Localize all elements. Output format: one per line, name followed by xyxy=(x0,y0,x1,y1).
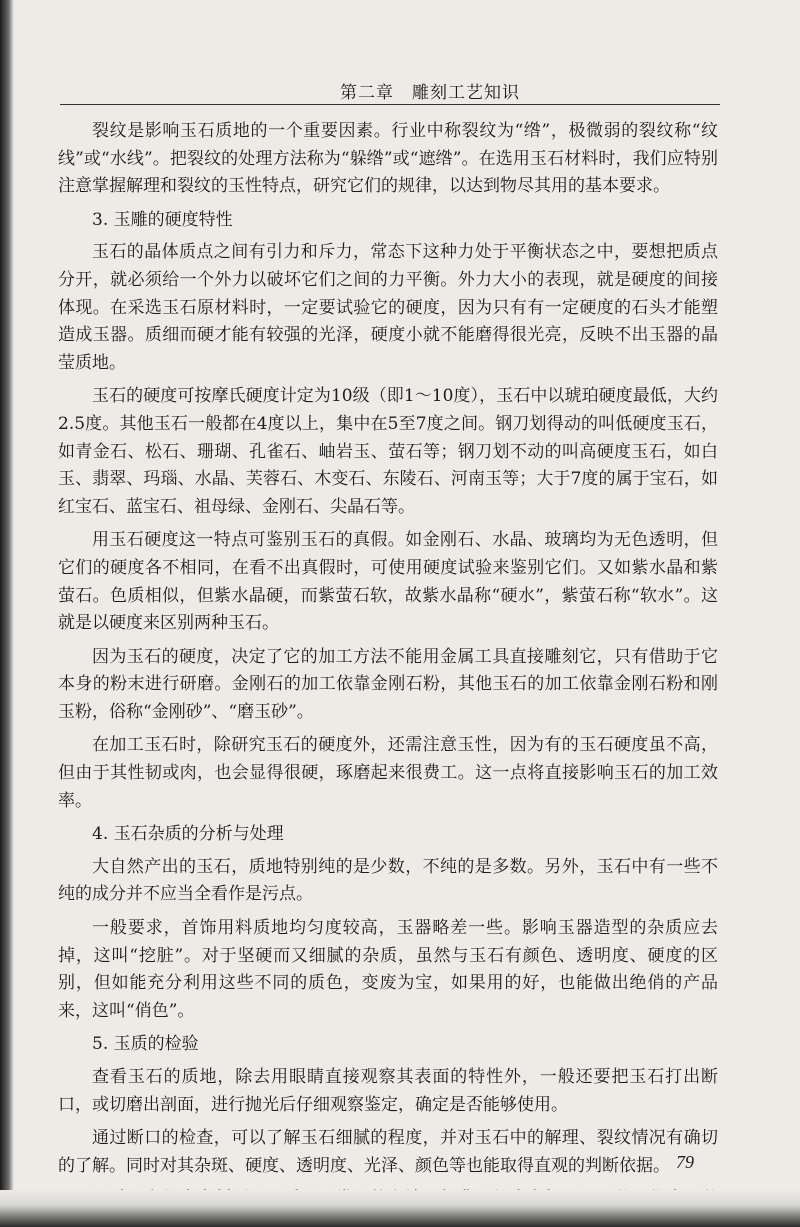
paragraph: 因为玉石的硬度，决定了它的加工方法不能用金属工具直接雕刻它，只有借助于它本身的粉末进行研磨。金刚石的加工依靠金刚石粉，其他玉石的加工依靠金刚石粉和刚玉粉，俗称“金刚砂”、“磨玉砂”。 xyxy=(58,646,718,722)
binding-shadow xyxy=(0,0,14,1227)
scan-edge-shadow xyxy=(0,1190,800,1227)
running-header xyxy=(60,78,720,105)
paragraph: 查看玉石的质地，除去用眼睛直接观察其表面的特性外，一般还要把玉石打出断口，或切磨出剖面，进行抛光后仔细观察鉴定，确定是否能够使用。 xyxy=(58,1067,718,1115)
section-heading: 4. 玉石杂质的分析与处理 xyxy=(92,824,284,845)
paragraph: 通过断口的检查，可以了解玉石细腻的程度，并对玉石中的解理、裂纹情况有确切的了解。同时对其杂斑、硬度、透明度、光泽、颜色等也能取得直观的判断依据。 xyxy=(58,1128,718,1176)
page-number: 79 xyxy=(676,1152,694,1172)
paragraph: 裂纹是影响玉石质地的一个重要因素。行业中称裂纹为“绺”，极微弱的裂纹称“纹线”或“水线”。把裂纹的处理方法称为“躲绺”或“遮绺”。在选用玉石材料时，我们应特别注意掌握解理和裂纹的玉性特点，研究它们的规律，以达到物尽其用的基本要求。 xyxy=(58,121,718,197)
paragraph: 一般要求，首饰用料质地均匀度较高，玉器略差一些。影响玉器造型的杂质应去掉，这叫“挖脏”。对于坚硬而又细腻的杂质，虽然与玉石有颜色、透明度、硬度的区别，但如能充分利用这些不同的质色，变废为宝，如果用的好，也能做出绝俏的产品来，这叫“俏色”。 xyxy=(58,918,718,1021)
paragraph: 在加工玉石时，除研究玉石的硬度外，还需注意玉性，因为有的玉石硬度虽不高，但由于其性韧或肉，也会显得很硬，琢磨起来很费工。这一点将直接影响玉石的加工效率。 xyxy=(58,735,718,811)
paragraph: 玉石的硬度可按摩氏硬度计定为10级（即1～10度），玉石中以琥珀硬度最低，大约2.5度。其他玉石一般都在4度以上，集中在5至7度之间。钢刀划得动的叫低硬度玉石，如青金石、松石、珊瑚、孔雀石、岫岩玉、萤石等；钢刀划不动的叫高硬度玉石，如白玉、翡翠、玛瑙、水晶、芙蓉石、木变石、东陵石、河南玉等；大于7度的属于宝石，如红宝石、蓝宝石、祖母绿、金刚石、尖晶石等。 xyxy=(58,386,718,517)
section-heading: 5. 玉质的检验 xyxy=(92,1034,199,1055)
paragraph: 用玉石硬度这一特点可鉴别玉石的真假。如金刚石、水晶、玻璃均为无色透明，但它们的硬度各不相同，在看不出真假时，可使用硬度试验来鉴别它们。又如紫水晶和紫萤石。色质相似，但紫水晶硬，而紫萤石软，故紫水晶称“硬水”，紫萤石称“软水”。这就是以硬度来区别两种玉石。 xyxy=(58,530,718,634)
section-heading: 3. 玉雕的硬度特性 xyxy=(92,209,233,230)
paragraph: 玉石的晶体质点之间有引力和斥力，常态下这种力处于平衡状态之中，要想把质点分开，就必须给一个外力以破坏它们之间的力平衡。外力大小的表现，就是硬度的间接体现。在采选玉石原材料时，一定要试验它的硬度，因为只有有一定硬度的石头才能塑造成玉器。质细而硬才能有较强的光泽，硬度小就不能磨得很光亮，反映不出玉器的晶莹质地。 xyxy=(58,242,718,373)
body-text xyxy=(58,118,718,1227)
paragraph: 大自然产出的玉石，质地特别纯的是少数，不纯的是多数。另外，玉石中有一些不纯的成分并不应当全看作是污点。 xyxy=(58,856,718,905)
chapter-title: 第二章 雕刻工艺知识 xyxy=(340,83,520,103)
